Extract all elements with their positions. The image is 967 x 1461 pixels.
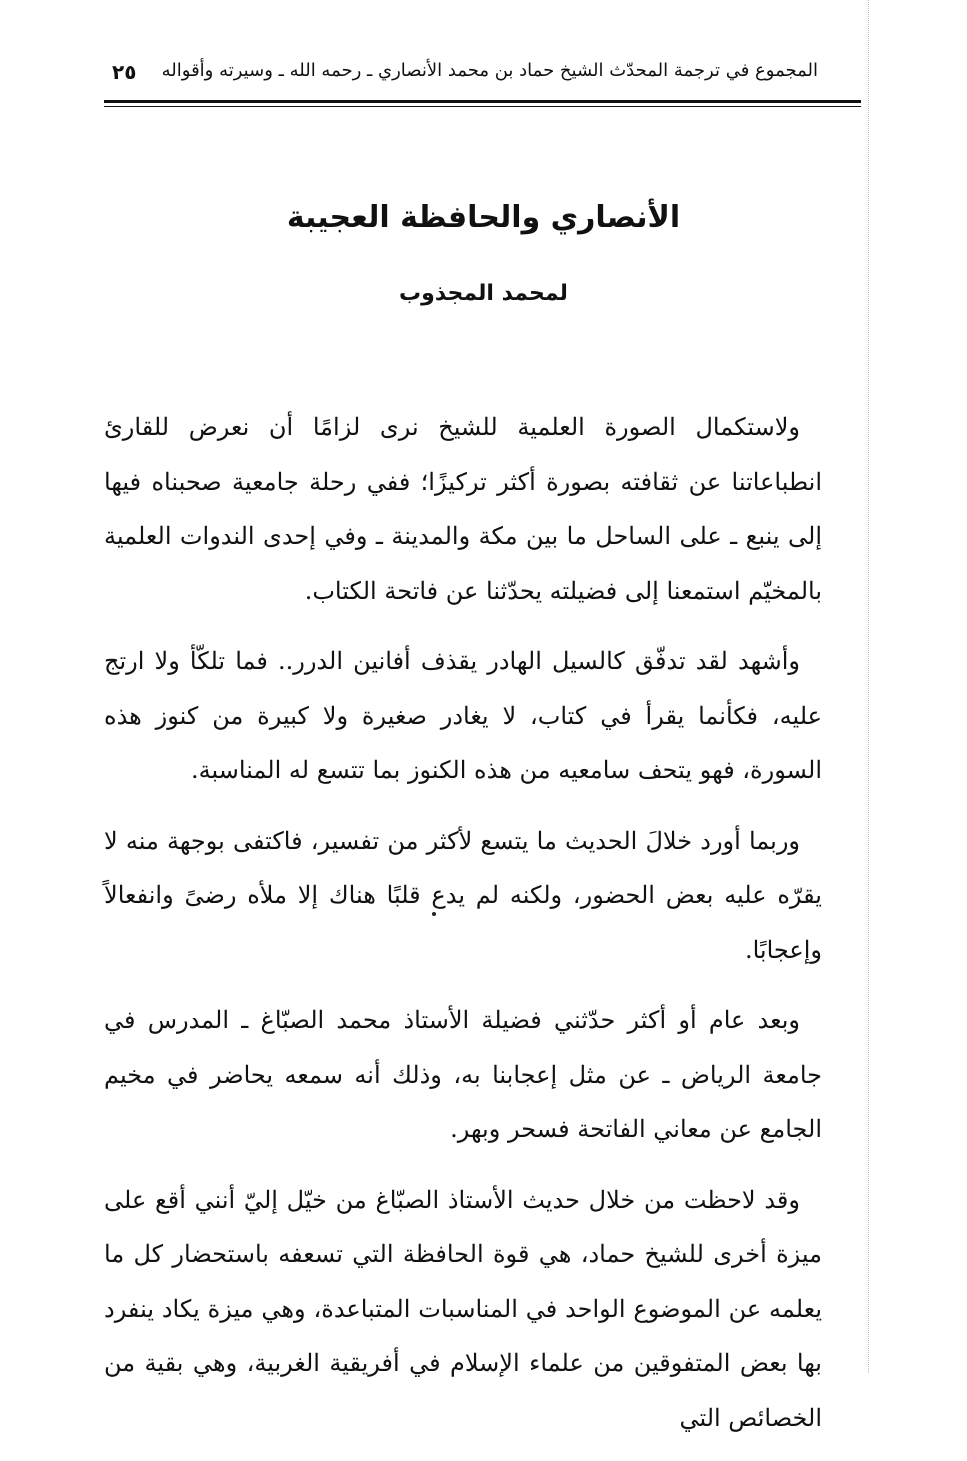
paragraph-5: [104, 1173, 822, 1446]
paragraph-1: [104, 400, 822, 618]
paragraph-3: [104, 814, 822, 978]
paragraph-2: [104, 634, 822, 798]
paragraph-text: وأشهد لقد تدفّق كالسيل الهادر يقذف أفانين الدرر.. فما تلكّأ ولا ارتج عليه، فكأنما يقرأ في كتاب، لا يغادر صغيرة ولا كبيرة من كنوز هذه السورة، فهو يتحف سامعيه من هذه الكنوز بما تتسع له المناسبة.: [104, 647, 822, 784]
header-rule-thick: [104, 100, 861, 103]
article-title: الأنصاري والحافظة العجيبة: [286, 200, 681, 235]
book-title: المجموع في ترجمة المحدّث الشيخ حماد بن محمد الأنصاري ـ رحمه الله ـ وسيرته وأقواله: [161, 60, 818, 81]
paragraph-text: وبعد عام أو أكثر حدّثني فضيلة الأستاذ محمد الصبّاغ ـ المدرس في جامعة الرياض ـ عن مثل إعجابنا به، وذلك أنه سمعه يحاضر في مخيم الجامع عن معاني الفاتحة فسحر وبهر.: [104, 1006, 822, 1143]
paragraph-text: ولاستكمال الصورة العلمية للشيخ نرى لزامًا أن نعرض للقارئ انطباعاتنا عن ثقافته بصورة أكثر تركيزًا؛ ففي رحلة جامعية صحبناه فيها إلى ينبع ـ على الساحل ما بين مكة والمدينة ـ وفي إحدى الندوات العلمية بالمخيّم استمعنا إلى فضيلته يحدّثنا عن فاتحة الكتاب.: [104, 413, 822, 605]
page-number: ٢٥: [112, 60, 137, 84]
scan-speck: [432, 912, 436, 916]
paragraph-text: وقد لاحظت من خلال حديث الأستاذ الصبّاغ من خيّل إليّ أنني أقع على ميزة أخرى للشيخ حماد، هي قوة الحافظة التي تسعفه باستحضار كل ما يعلمه عن الموضوع الواحد في المناسبات المتباعدة، وهي ميزة يكاد ينفرد بها بعض المتفوقين من علماء الإسلام في أفريقية الغربية، وهي بقية من الخصائص التي: [104, 1185, 822, 1432]
article-author: لمحمد المجذوب: [399, 281, 568, 306]
paragraph-4: [104, 993, 822, 1157]
article-body: [104, 400, 822, 1461]
header-rule-thin: [104, 106, 861, 107]
running-header: [104, 52, 818, 92]
paragraph-text: وربما أورد خلالَ الحديث ما يتسع لأكثر من تفسير، فاكتفى بوجهة منه لا يقرّه عليه بعض الحضور، ولكنه لم يدع قلبًا هناك إلا ملأه رضىً وانفعالاً وإعجابًا.: [104, 826, 822, 964]
